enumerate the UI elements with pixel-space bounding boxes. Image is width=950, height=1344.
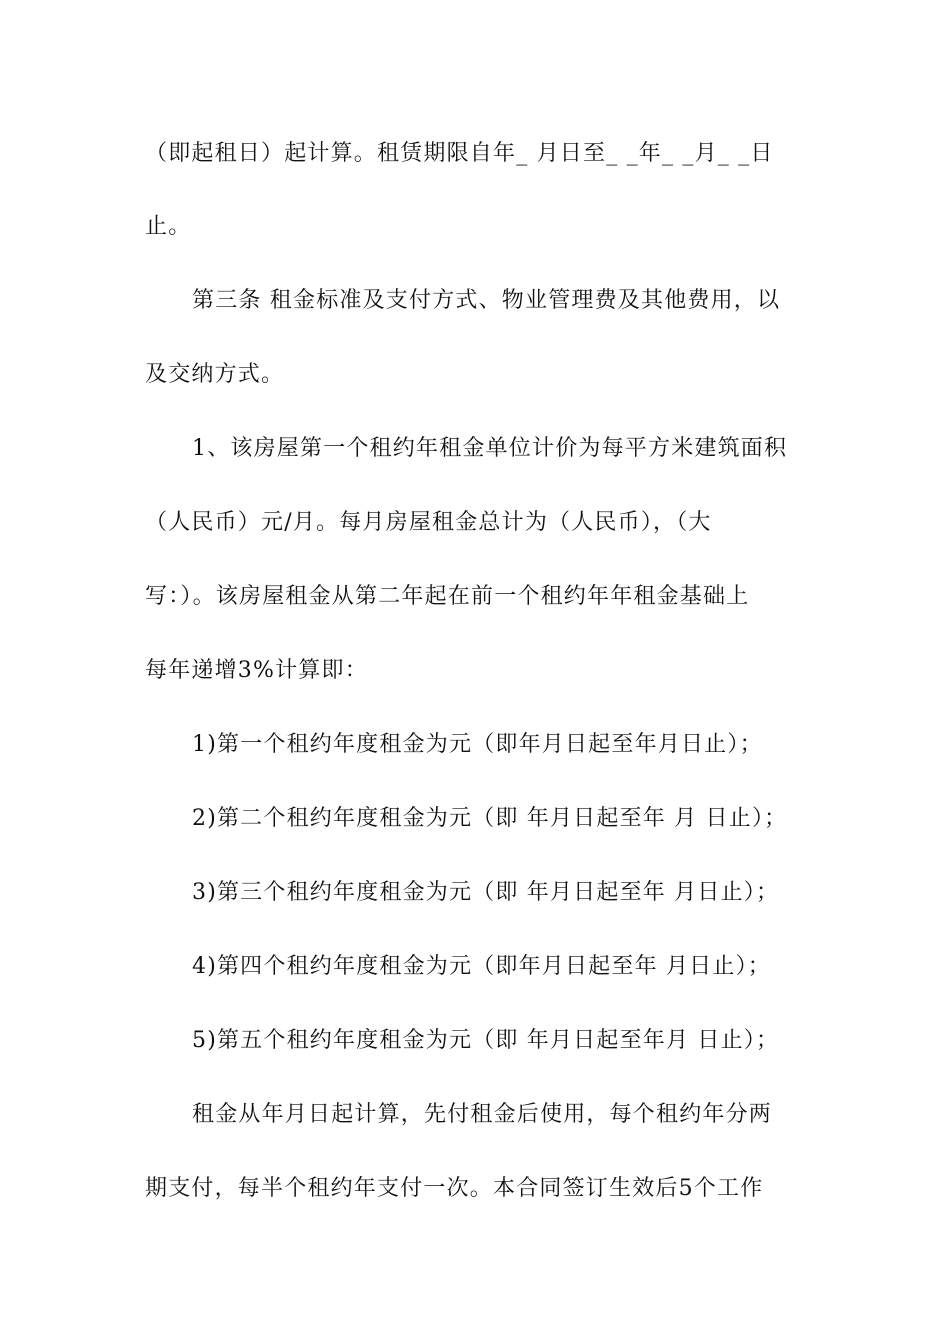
text-line-7: 写：）。该房屋租金从第二年起在前一个租约年年租金基础上 [145, 584, 750, 609]
clause-1-text: 1、该房屋第一个租约年租金单位计价为每平方米建筑面积 [192, 436, 788, 461]
payment-text-line-1: 租金从年月日起计算，先付租金后使用，每个租约年分两 [192, 1102, 773, 1127]
rent-year-4-item: 4)第四个租约年度租金为元（即年月日起至年 月日止）； [192, 954, 771, 979]
rent-year-1-item: 1)第一个租约年度租金为元（即年月日起至年月日止）； [192, 732, 763, 757]
text-line-1: （即起租日）起计算。租赁期限自年_ 月日至_ _年_ _月_ _日 [145, 141, 774, 166]
payment-text-line-2: 期支付，每半个租约年支付一次。本合同签订生效后5个工作 [145, 1176, 764, 1201]
text-line-8: 每年递增3%计算即： [145, 658, 368, 683]
text-line-2: 止。 [145, 214, 192, 239]
text-line-4: 及交纳方式。 [145, 362, 285, 387]
rent-year-3-item: 3)第三个租约年度租金为元（即 年月日起至年 月日止）； [192, 880, 780, 905]
rent-year-2-item: 2)第二个租约年度租金为元（即 年月日起至年 月 日止）； [192, 806, 788, 831]
rent-year-5-item: 5)第五个租约年度租金为元（即 年月日起至年月 日止）； [192, 1028, 780, 1053]
text-line-6: （人民币）元/月。每月房屋租金总计为（人民币），（大 [145, 510, 712, 535]
article-3-heading: 第三条 租金标准及支付方式、物业管理费及其他费用，以 [192, 288, 781, 313]
